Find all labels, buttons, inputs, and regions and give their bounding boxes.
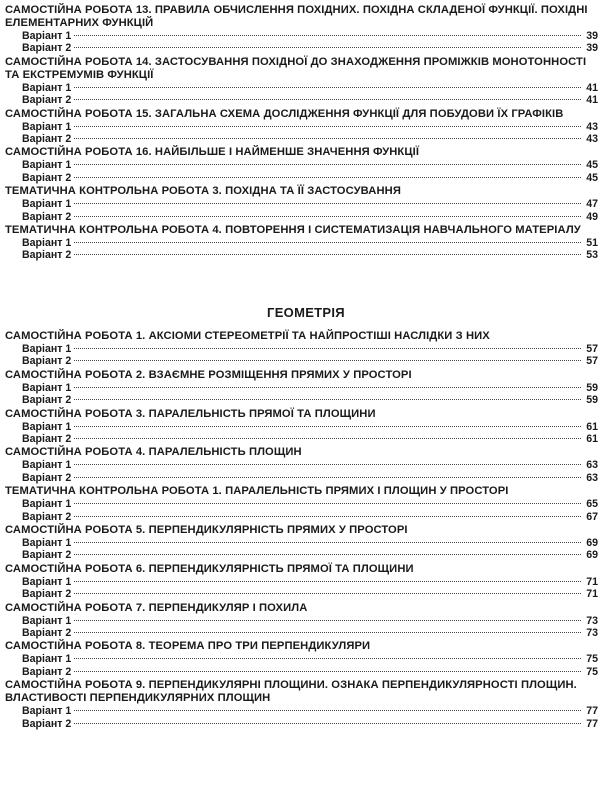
toc-entry-title: САМОСТІЙНА РОБОТА 1. АКСІОМИ СТЕРЕОМЕТРІЇ ТА НАЙПРОСТІШІ НАСЛІДКИ З НИХ xyxy=(5,329,490,342)
dot-leader xyxy=(74,348,581,349)
page-number: 45 xyxy=(586,159,598,172)
dot-leader xyxy=(74,360,581,361)
toc-entry-title: ТЕМАТИЧНА КОНТРОЛЬНА РОБОТА 4. ПОВТОРЕННЯ І СИСТЕМАТИЗАЦІЯ НАВЧАЛЬНОГО МАТЕРІАЛУ xyxy=(5,224,581,237)
page-number: 75 xyxy=(586,665,598,678)
variant-label: Варіант 1 xyxy=(22,498,72,511)
toc-entry xyxy=(0,224,600,262)
toc-entry-title: САМОСТІЙНА РОБОТА 9. ПЕРПЕНДИКУЛЯРНІ ПЛОЩИНИ. ОЗНАКА ПЕРПЕНДИКУЛЯРНОСТІ ПЛОЩИН. ВЛАСТИВОСТІ ПЕРПЕНДИКУЛЯРНИХ ПЛОЩИН xyxy=(5,679,577,705)
variant-label: Варіант 1 xyxy=(22,614,72,627)
variant-label: Варіант 2 xyxy=(22,133,72,146)
page-number: 57 xyxy=(586,355,598,368)
page-number: 51 xyxy=(586,237,598,250)
variant-label: Варіант 2 xyxy=(22,432,72,445)
variant-label: Варіант 1 xyxy=(22,198,72,211)
dot-leader xyxy=(74,620,581,621)
toc-variant-row xyxy=(0,588,600,600)
toc-variant-row xyxy=(0,421,600,433)
section-spacer xyxy=(0,263,600,305)
dot-leader xyxy=(74,99,581,100)
variant-label: Варіант 1 xyxy=(22,237,72,250)
dot-leader xyxy=(74,464,581,465)
toc-entry xyxy=(0,679,600,730)
dot-leader xyxy=(74,581,581,582)
dot-leader xyxy=(74,216,581,217)
variant-label: Варіант 2 xyxy=(22,394,72,407)
toc-variant-row xyxy=(0,511,600,523)
dot-leader xyxy=(74,632,581,633)
variant-label: Варіант 2 xyxy=(22,510,72,523)
dot-leader xyxy=(74,254,581,255)
toc-entry xyxy=(0,56,600,107)
page-number: 69 xyxy=(586,536,598,549)
toc-variant-row xyxy=(0,705,600,717)
algebra-toc xyxy=(0,4,600,262)
dot-leader xyxy=(74,242,581,243)
toc-variant-row xyxy=(0,382,600,394)
variant-label: Варіант 2 xyxy=(22,549,72,562)
toc-entry xyxy=(0,563,600,601)
toc-variant-row xyxy=(0,355,600,367)
dot-leader xyxy=(74,399,581,400)
page-number: 67 xyxy=(586,510,598,523)
toc-variant-row xyxy=(0,198,600,210)
toc-variant-row xyxy=(0,549,600,561)
dot-leader xyxy=(74,87,581,88)
variant-label: Варіант 1 xyxy=(22,342,72,355)
toc-variant-row xyxy=(0,249,600,261)
page-number: 47 xyxy=(586,198,598,211)
page-number: 61 xyxy=(586,432,598,445)
dot-leader xyxy=(74,542,581,543)
toc-variant-row xyxy=(0,576,600,588)
toc-entry-title: САМОСТІЙНА РОБОТА 13. ПРАВИЛА ОБЧИСЛЕННЯ ПОХІДНИХ. ПОХІДНА СКЛАДЕНОЇ ФУНКЦІЇ. ПОХІДНІ ЕЛЕМЕНТАРНИХ ФУНКЦІЙ xyxy=(5,4,588,29)
toc-entry xyxy=(0,146,600,184)
toc-entry-title: ТЕМАТИЧНА КОНТРОЛЬНА РОБОТА 3. ПОХІДНА ТА ЇЇ ЗАСТОСУВАННЯ xyxy=(5,185,401,198)
toc-variant-row xyxy=(0,172,600,184)
page-number: 59 xyxy=(586,394,598,407)
dot-leader xyxy=(74,516,581,517)
page-number: 73 xyxy=(586,626,598,639)
toc-entry xyxy=(0,330,600,368)
page-number: 49 xyxy=(586,210,598,223)
page-number: 73 xyxy=(586,614,598,627)
variant-label: Варіант 2 xyxy=(22,42,72,55)
dot-leader xyxy=(74,593,581,594)
variant-label: Варіант 1 xyxy=(22,381,72,394)
page-number: 77 xyxy=(586,717,598,730)
dot-leader xyxy=(74,477,581,478)
dot-leader xyxy=(74,47,581,48)
toc-entry xyxy=(0,640,600,678)
toc-variant-row xyxy=(0,666,600,678)
dot-leader xyxy=(74,203,581,204)
toc-entry xyxy=(0,185,600,223)
page-number: 61 xyxy=(586,420,598,433)
page-number: 63 xyxy=(586,459,598,472)
page-number: 39 xyxy=(586,42,598,55)
dot-leader xyxy=(74,387,581,388)
toc-entry-title: САМОСТІЙНА РОБОТА 15. ЗАГАЛЬНА СХЕМА ДОСЛІДЖЕННЯ ФУНКЦІЇ ДЛЯ ПОБУДОВИ ЇХ ГРАФІКІВ xyxy=(5,107,564,120)
toc-entry xyxy=(0,108,600,146)
variant-label: Варіант 1 xyxy=(22,420,72,433)
toc-variant-row xyxy=(0,30,600,42)
toc-entry xyxy=(0,602,600,640)
page-number: 39 xyxy=(586,30,598,42)
toc-variant-row xyxy=(0,459,600,471)
toc-entry-title: САМОСТІЙНА РОБОТА 14. ЗАСТОСУВАННЯ ПОХІДНОЇ ДО ЗНАХОДЖЕННЯ ПРОМІЖКІВ МОНОТОННОСТІ ТА ЕКСТРЕМУМІВ ФУНКЦІЇ xyxy=(5,55,587,81)
toc-entry xyxy=(0,446,600,484)
toc-variant-row xyxy=(0,537,600,549)
variant-label: Варіант 1 xyxy=(22,81,72,94)
variant-label: Варіант 1 xyxy=(22,159,72,172)
variant-label: Варіант 2 xyxy=(22,249,72,262)
variant-label: Варіант 2 xyxy=(22,355,72,368)
variant-label: Варіант 1 xyxy=(22,120,72,133)
geometry-heading: ГЕОМЕТРІЯ xyxy=(267,304,345,320)
variant-label: Варіант 2 xyxy=(22,171,72,184)
toc-entry-title: САМОСТІЙНА РОБОТА 8. ТЕОРЕМА ПРО ТРИ ПЕРПЕНДИКУЛЯРИ xyxy=(5,640,371,653)
variant-label: Варіант 2 xyxy=(22,717,72,730)
toc-variant-row xyxy=(0,615,600,627)
page-number: 63 xyxy=(586,471,598,484)
page-number: 77 xyxy=(586,705,598,718)
variant-label: Варіант 2 xyxy=(22,210,72,223)
toc-entry-title: САМОСТІЙНА РОБОТА 6. ПЕРПЕНДИКУЛЯРНІСТЬ ПРЯМОЇ ТА ПЛОЩИНИ xyxy=(5,562,414,575)
variant-label: Варіант 1 xyxy=(22,575,72,588)
toc-variant-row xyxy=(0,42,600,54)
toc-variant-row xyxy=(0,159,600,171)
toc-variant-row xyxy=(0,394,600,406)
variant-label: Варіант 2 xyxy=(22,471,72,484)
dot-leader xyxy=(74,177,581,178)
dot-leader xyxy=(74,426,581,427)
page-number: 41 xyxy=(586,81,598,94)
toc-variant-row xyxy=(0,94,600,106)
variant-label: Варіант 2 xyxy=(22,588,72,601)
dot-leader xyxy=(74,503,581,504)
toc-entry-title: ТЕМАТИЧНА КОНТРОЛЬНА РОБОТА 1. ПАРАЛЕЛЬНІСТЬ ПРЯМИХ І ПЛОЩИН У ПРОСТОРІ xyxy=(5,485,509,498)
toc-entry-title: САМОСТІЙНА РОБОТА 7. ПЕРПЕНДИКУЛЯР І ПОХИЛА xyxy=(5,601,308,614)
toc-entry xyxy=(0,4,600,55)
variant-label: Варіант 2 xyxy=(22,626,72,639)
toc-entry-title: САМОСТІЙНА РОБОТА 2. ВЗАЄМНЕ РОЗМІЩЕННЯ ПРЯМИХ У ПРОСТОРІ xyxy=(5,368,412,381)
dot-leader xyxy=(74,710,581,711)
page-number: 75 xyxy=(586,653,598,666)
toc-variant-row xyxy=(0,718,600,730)
toc-variant-row xyxy=(0,433,600,445)
dot-leader xyxy=(74,723,581,724)
variant-label: Варіант 1 xyxy=(22,536,72,549)
toc-entry xyxy=(0,408,600,446)
page-number: 57 xyxy=(586,342,598,355)
toc-variant-row xyxy=(0,653,600,665)
toc-entry-title: САМОСТІЙНА РОБОТА 4. ПАРАЛЕЛЬНІСТЬ ПЛОЩИН xyxy=(5,446,302,459)
toc-entry xyxy=(0,485,600,523)
page-number: 59 xyxy=(586,381,598,394)
dot-leader xyxy=(74,438,581,439)
toc-variant-row xyxy=(0,211,600,223)
variant-label: Варіант 1 xyxy=(22,653,72,666)
toc-entry-title: САМОСТІЙНА РОБОТА 16. НАЙБІЛЬШЕ І НАЙМЕНШЕ ЗНАЧЕННЯ ФУНКЦІЇ xyxy=(5,146,420,159)
dot-leader xyxy=(74,126,581,127)
dot-leader xyxy=(74,658,581,659)
variant-label: Варіант 1 xyxy=(22,459,72,472)
page-number: 43 xyxy=(586,120,598,133)
toc-entry xyxy=(0,524,600,562)
toc-variant-row xyxy=(0,627,600,639)
variant-label: Варіант 1 xyxy=(22,705,72,718)
toc-variant-row xyxy=(0,121,600,133)
dot-leader xyxy=(74,671,581,672)
toc-variant-row xyxy=(0,133,600,145)
toc-entry-title: САМОСТІЙНА РОБОТА 3. ПАРАЛЕЛЬНІСТЬ ПРЯМОЇ ТА ПЛОЩИНИ xyxy=(5,407,376,420)
page-number: 71 xyxy=(586,575,598,588)
toc-variant-row xyxy=(0,237,600,249)
dot-leader xyxy=(74,164,581,165)
page-number: 43 xyxy=(586,133,598,146)
page-number: 65 xyxy=(586,498,598,511)
geometry-toc xyxy=(0,330,600,730)
dot-leader xyxy=(74,554,581,555)
toc-variant-row xyxy=(0,343,600,355)
toc-variant-row xyxy=(0,82,600,94)
variant-label: Варіант 2 xyxy=(22,665,72,678)
toc-entry xyxy=(0,369,600,407)
section-spacer xyxy=(0,320,600,330)
variant-label: Варіант 1 xyxy=(22,30,72,42)
page-number: 41 xyxy=(586,94,598,107)
page-number: 53 xyxy=(586,249,598,262)
dot-leader xyxy=(74,35,581,36)
page-number: 69 xyxy=(586,549,598,562)
toc-variant-row xyxy=(0,472,600,484)
toc-variant-row xyxy=(0,498,600,510)
variant-label: Варіант 2 xyxy=(22,94,72,107)
page-number: 71 xyxy=(586,588,598,601)
toc-entry-title: САМОСТІЙНА РОБОТА 5. ПЕРПЕНДИКУЛЯРНІСТЬ ПРЯМИХ У ПРОСТОРІ xyxy=(5,523,408,536)
dot-leader xyxy=(74,138,581,139)
page-number: 45 xyxy=(586,171,598,184)
